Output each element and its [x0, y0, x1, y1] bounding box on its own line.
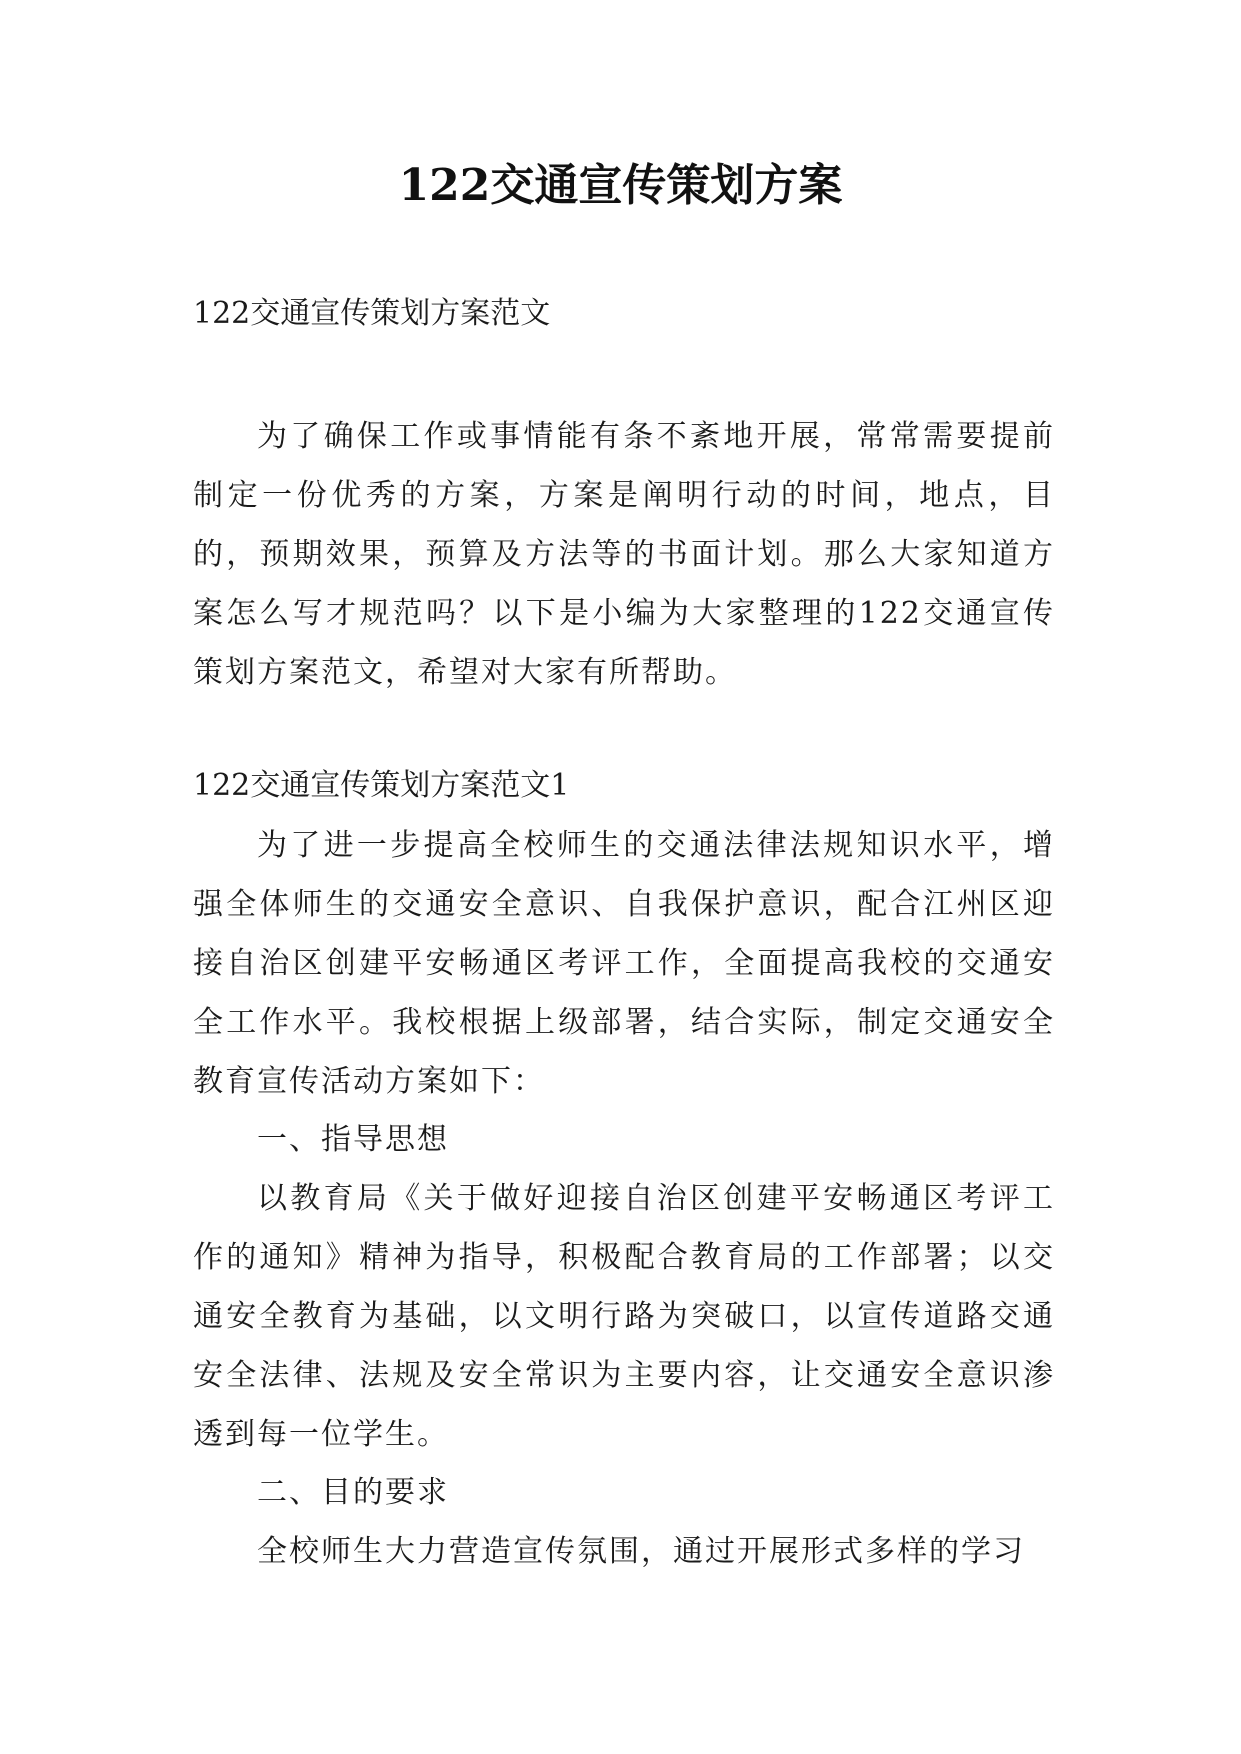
section-paragraph: 为了进一步提高全校师生的交通法律法规知识水平，增强全体师生的交通安全意识、自我保护意识，配合江州区迎接自治区创建平安畅通区考评工作，全面提高我校的交通安全工作水平。我校根据上级部署，结合实际，制定交通安全教育宣传活动方案如下： [193, 828, 1055, 1099]
paragraph-objectives: 全校师生大力营造宣传氛围，通过开展形式多样的学习 [257, 1534, 1025, 1569]
document-subtitle: 122交通宣传策划方案范文 [193, 296, 551, 331]
section-heading: 122交通宣传策划方案范文1 [193, 768, 570, 803]
page-title: 122交通宣传策划方案 [398, 160, 843, 211]
intro-paragraph: 为了确保工作或事情能有条不紊地开展，常常需要提前制定一份优秀的方案，方案是阐明行动的时间，地点，目的，预期效果，预算及方法等的书面计划。那么大家知道方案怎么写才规范吗？以下是小编为大家整理的122交通宣传策划方案范文，希望对大家有所帮助。 [193, 419, 1055, 690]
paragraph-guiding-ideology: 以教育局《关于做好迎接自治区创建平安畅通区考评工作的通知》精神为指导，积极配合教育局的工作部署；以交通安全教育为基础，以文明行路为突破口，以宣传道路交通安全法律、法规及安全常识为主要内容，让交通安全意识渗透到每一位学生。 [193, 1181, 1055, 1452]
heading-objectives: 二、目的要求 [257, 1475, 449, 1510]
heading-guiding-ideology: 一、指导思想 [257, 1122, 449, 1157]
